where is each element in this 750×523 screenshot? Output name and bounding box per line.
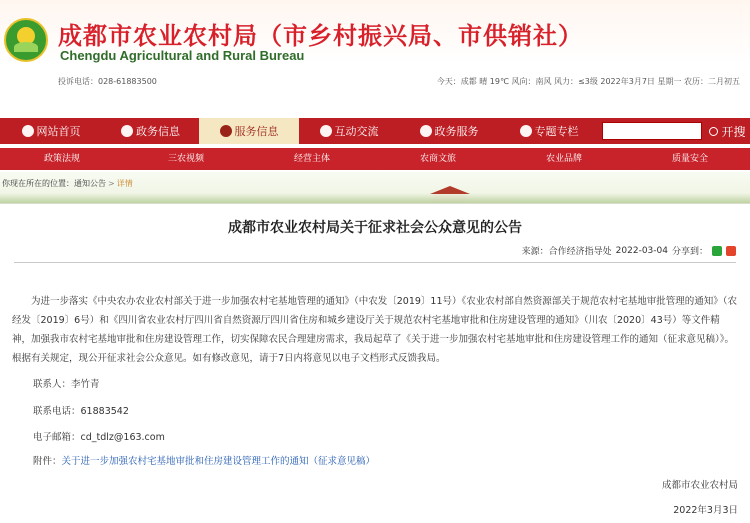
signature: 成都市农业农村局 xyxy=(661,480,738,491)
sub-nav-entities[interactable]: 经营主体 xyxy=(294,154,331,164)
home-icon xyxy=(22,125,34,137)
breadcrumb-bar xyxy=(0,172,750,204)
contact-phone: 61883542 xyxy=(80,406,129,417)
hills-decoration xyxy=(0,193,750,203)
nav-interaction[interactable]: 互动交流 xyxy=(299,118,399,144)
breadcrumb-current: 详情 xyxy=(116,179,133,188)
attachment-line: 附件：关于进一步加强农村宅基地审批和住房建设管理工作的通知（征求意见稿） xyxy=(33,456,376,467)
share-label: 分享到： xyxy=(671,247,708,257)
sign-date: 2022年3月3日 xyxy=(673,505,738,516)
sub-nav-video[interactable]: 三农视频 xyxy=(168,154,205,164)
nav-gov-info[interactable]: 政务信息 xyxy=(102,118,199,144)
breadcrumb-section[interactable]: 通知公告 xyxy=(74,179,106,188)
search-input[interactable] xyxy=(602,122,702,140)
weather-date-info: 今天：成都 晴 19℃ 风向：南风 风力：≤3级 2022年3月7日 星期一 农历：二月初五 xyxy=(436,77,740,86)
contact-name: 李竹青 xyxy=(71,379,100,390)
logo-leaf-icon xyxy=(14,42,38,52)
site-title: 成都市农业农村局（市乡村振兴局、市供销社） xyxy=(58,22,583,50)
attachment-link[interactable]: 关于进一步加强农村宅基地审批和住房建设管理工作的通知（征求意见稿） xyxy=(61,456,376,467)
contact-line: 联系人：李竹青 xyxy=(33,379,100,390)
article-source: 来源：合作经济指导处 xyxy=(521,247,612,257)
chat-icon xyxy=(320,125,332,137)
topic-icon xyxy=(520,125,532,137)
nav-home[interactable]: 网站首页 xyxy=(0,118,102,144)
search-icon xyxy=(709,127,718,136)
divider xyxy=(14,262,736,263)
article-body: 为进一步落实《中央农办农业农村部关于进一步加强农村宅基地管理的通知》（中农发〔2019〕11号）《农业农村部自然资源部关于规范农村宅基地审批管理的通知》（农经发〔2019〕6号）和《四川省农业农村厅四川省自然资源厅四川省住房和城乡建设厅关于规范农村宅基地审批和住房建设管理的通知》（川农〔2020〕43号）等文件精神，加强我市农村宅基地审批和住房建设管理工作，切实保障农民合理建房需求，我局起草了《关于进一步加强农村宅基地审批和住房建设管理工作的通知（征求意见稿）》。根据有关规定，现公开征求社会公众意见。如有修改意见，请于7日内将意见以电子文档形式反馈我局。 xyxy=(12,296,738,364)
wechat-share-icon[interactable] xyxy=(712,246,722,256)
sub-nav-brand[interactable]: 农业品牌 xyxy=(546,154,583,164)
weibo-share-icon[interactable] xyxy=(726,246,736,256)
nav-service-info[interactable]: 服务信息 xyxy=(199,118,299,144)
service-hall-icon xyxy=(420,125,432,137)
site-header xyxy=(0,0,750,92)
service-icon xyxy=(220,125,232,137)
complaint-phone: 投诉电话：028-61883500 xyxy=(58,77,157,86)
phone-line: 联系电话：61883542 xyxy=(33,406,129,417)
sub-nav-culture-tourism[interactable]: 农商文旅 xyxy=(420,154,457,164)
sub-nav-quality[interactable]: 质量安全 xyxy=(672,154,709,164)
search-button[interactable]: 开搜 xyxy=(705,118,750,144)
article-date: 2022-03-04 xyxy=(615,245,668,256)
sub-nav-policy[interactable]: 政策法规 xyxy=(44,154,81,164)
nav-topics[interactable]: 专题专栏 xyxy=(499,118,599,144)
info-icon xyxy=(121,125,133,137)
sub-nav xyxy=(0,148,750,170)
site-subtitle: Chengdu Agricultural and Rural Bureau xyxy=(60,48,305,63)
article-meta xyxy=(518,244,736,257)
email-line: 电子邮箱：cd_tdlz@163.com xyxy=(33,432,165,443)
breadcrumb: 你现在所在的位置：通知公告 > 详情 xyxy=(2,179,133,188)
bureau-logo[interactable] xyxy=(4,18,48,62)
article-title: 成都市农业农村局关于征求社会公众意见的公告 xyxy=(228,220,522,236)
nav-gov-service[interactable]: 政务服务 xyxy=(399,118,499,144)
contact-email: cd_tdlz@163.com xyxy=(80,432,165,443)
